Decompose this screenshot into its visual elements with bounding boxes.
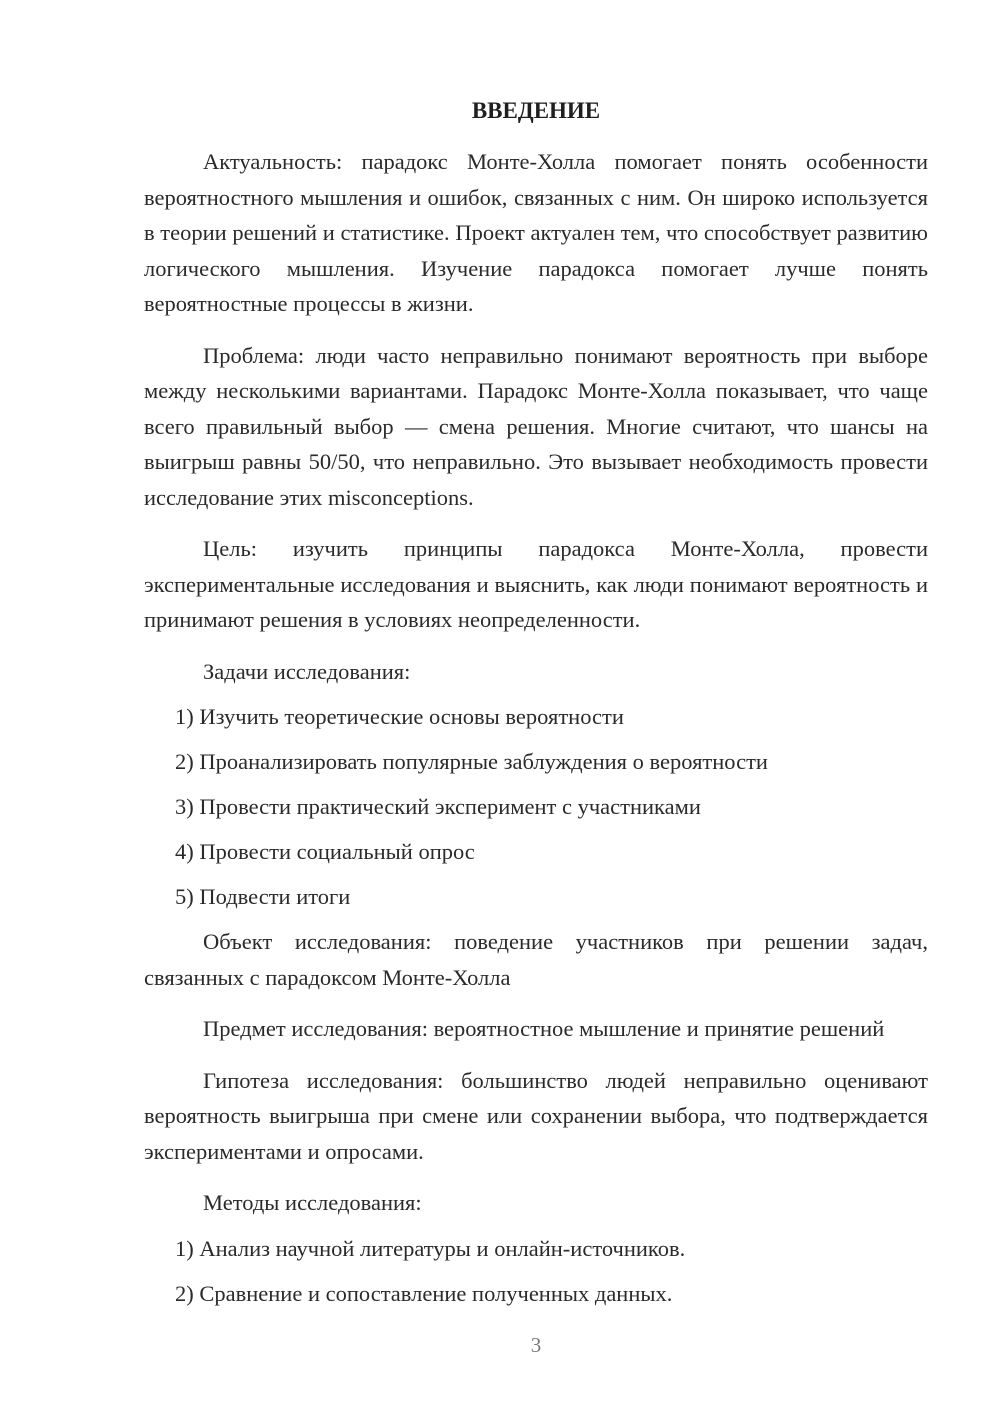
method-item-2: 2) Сравнение и сопоставление полученных данных. <box>175 1280 673 1306</box>
task-item-4: 4) Провести социальный опрос <box>175 839 475 864</box>
object-paragraph: Объект исследования: поведение участников при решении задач, связанных с парадоксом Монте-Холла <box>144 929 928 990</box>
tasks-title: Задачи исследования: <box>203 658 411 684</box>
relevance-paragraph: Актуальность: парадокс Монте-Холла помогает понять особенности вероятностного мышления и ошибок, связанных с ним. Он широко используется в теории решений и статистике. Проект актуален тем, что способствует развитию логического мышления. Изучение парадокса помогает лучше понять вероятностные процессы в жизни. <box>144 149 928 316</box>
task-item-2: 2) Проанализировать популярные заблуждения о вероятности <box>175 749 768 774</box>
problem-paragraph: Проблема: люди часто неправильно понимают вероятность при выборе между несколькими вариантами. Парадокс Монте-Холла показывает, что чаще всего правильный выбор — смена решения. Многие считают, что шансы на выигрыш равны 50/50, что неправильно. Это вызывает необходимость провести исследование этих misconceptions. <box>144 342 928 510</box>
document-body <box>144 96 928 1321</box>
task-item-5: 5) Подвести итоги <box>175 884 351 909</box>
hypothesis-paragraph: Гипотеза исследования: большинство людей неправильно оценивают вероятность выигрыша при смене или сохранении выбора, что подтверждается экспериментами и опросами. <box>144 1067 928 1164</box>
method-item-1: 1) Анализ научной литературы и онлайн-источников. <box>175 1235 686 1261</box>
section-heading: ВВЕДЕНИЕ <box>471 98 601 123</box>
task-item-1: 1) Изучить теоретические основы вероятности <box>175 704 624 729</box>
methods-title: Методы исследования: <box>203 1190 422 1215</box>
goal-paragraph: Цель: изучить принципы парадокса Монте-Холла, провести экспериментальные исследования и выяснить, как люди понимают вероятность и принимают решения в условиях неопределенности. <box>144 536 928 632</box>
methods-list <box>144 1231 928 1312</box>
task-item-3: 3) Провести практический эксперимент с участниками <box>175 794 701 819</box>
subject-paragraph: Предмет исследования: вероятностное мышление и принятие решений <box>203 1016 885 1041</box>
tasks-list <box>144 699 928 915</box>
page-number: 3 <box>530 1333 542 1357</box>
